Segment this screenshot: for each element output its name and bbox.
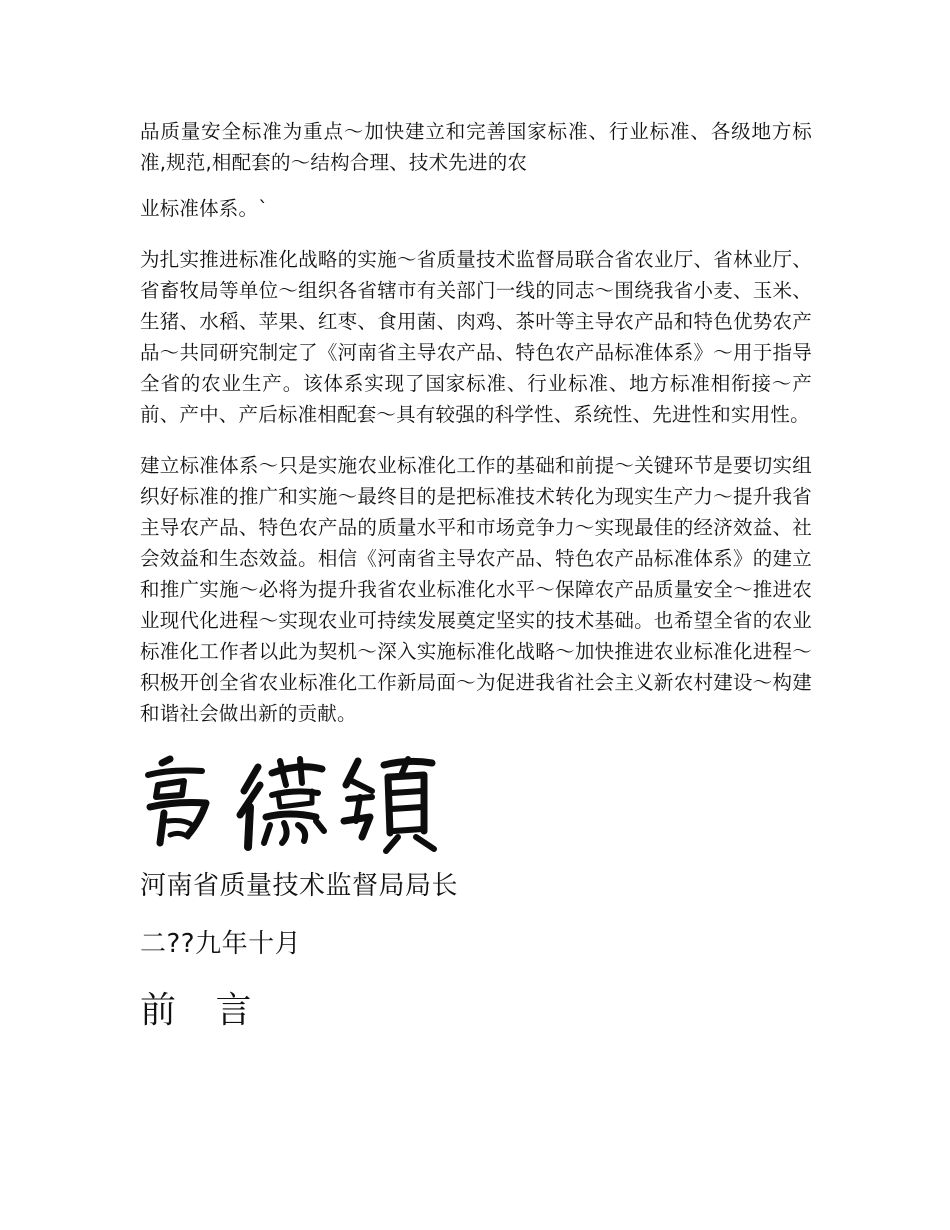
- paragraph-standard-system: 为扎实推进标准化战略的实施～省质量技术监督局联合省农业厅、省林业厅、省畜牧局等单位～组织各省辖市有关部门一线的同志～围绕我省小麦、玉米、生猪、水稻、苹果、红枣、食用菌、肉鸡、茶叶等主导农产品和特色优势农产品～共同研究制定了《河南省主导农产品、特色农产品标准体系》～用于指导全省的农业生产。该体系实现了国家标准、行业标准、地方标准相衔接～产前、产中、产后标准相配套～具有较强的科学性、系统性、先进性和实用性。: [140, 248, 812, 426]
- section-heading: 前 言: [140, 990, 266, 1031]
- handwritten-signature: [140, 751, 440, 861]
- paragraph-implementation: 建立标准体系～只是实施农业标准化工作的基础和前提～关键环节是要切实组织好标准的推广和实施～最终目的是把标准技术转化为现实生产力～提升我省主导农产品、特色农产品的质量水平和市场竞争力～实现最佳的经济效益、社会效益和生态效益。相信《河南省主导农产品、特色农产品标准体系》的建立和推广实施～必将为提升我省农业标准化水平～保障农产品质量安全～推进农业现代化进程～实现农业可持续发展奠定坚实的技术基础。也希望全省的农业标准化工作者以此为契机～深入实施标准化战略～加快推进农业标准化进程～积极开创全省农业标准化工作新局面～为促进我省社会主义新农村建设～构建和谐社会做出新的贡献。: [140, 454, 812, 725]
- paragraph-intro-continuation: 品质量安全标准为重点～加快建立和完善国家标准、行业标准、各级地方标准,规范,相配套的～结构合理、技术先进的农: [140, 120, 812, 174]
- signature-date: 二??九年十月: [140, 929, 302, 959]
- signatory-title: 河南省质量技术监督局局长: [140, 871, 459, 901]
- document-page: [140, 116, 812, 1033]
- paragraph-intro-end: 业标准体系。`: [140, 197, 269, 220]
